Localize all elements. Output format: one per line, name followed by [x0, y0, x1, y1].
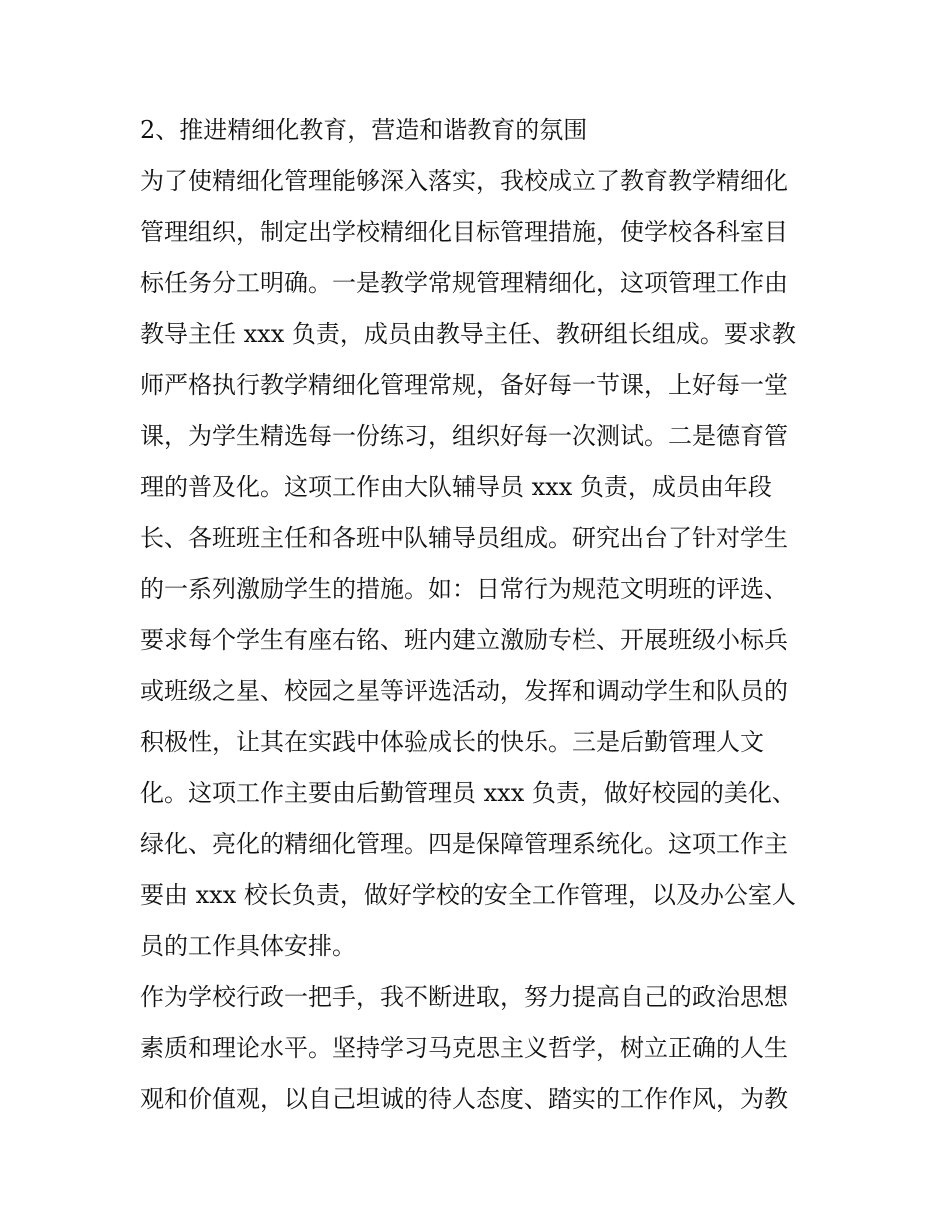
- section-heading: 2、推进精细化教育，营造和谐教育的氛围: [140, 116, 588, 144]
- paragraph-line: 员的工作具体安排。: [140, 932, 356, 960]
- paragraph-line: 素质和理论水平。坚持学习马克思主义哲学，树立正确的人生: [140, 1034, 788, 1062]
- paragraph-line: 绿化、亮化的精细化管理。四是保障管理系统化。这项工作主: [140, 830, 788, 858]
- paragraph-line: 长、各班班主任和各班中队辅导员组成。研究出台了针对学生: [140, 524, 788, 552]
- paragraph-line: 的一系列激励学生的措施。如：日常行为规范文明班的评选、: [140, 575, 788, 603]
- paragraph-line: 要求每个学生有座右铭、班内建立激励专栏、开展班级小标兵: [140, 626, 788, 654]
- paragraph-line: 观和价值观，以自己坦诚的待人态度、踏实的工作作风，为教: [140, 1085, 788, 1113]
- paragraph-line: 化。这项工作主要由后勤管理员 xxx 负责，做好校园的美化、: [140, 779, 796, 807]
- paragraph-line: 积极性，让其在实践中体验成长的快乐。三是后勤管理人文: [140, 728, 764, 756]
- paragraph-line: 理的普及化。这项工作由大队辅导员 xxx 负责，成员由年段: [140, 473, 772, 501]
- paragraph-line: 标任务分工明确。一是教学常规管理精细化，这项管理工作由: [140, 269, 788, 297]
- paragraph-line: 要由 xxx 校长负责，做好学校的安全工作管理，以及办公室人: [140, 881, 796, 909]
- paragraph-line: 课，为学生精选每一份练习，组织好每一次测试。二是德育管: [140, 422, 788, 450]
- paragraph-line: 管理组织，制定出学校精细化目标管理措施，使学校各科室目: [140, 218, 788, 246]
- paragraph-line: 教导主任 xxx 负责，成员由教导主任、教研组长组成。要求教: [140, 320, 796, 348]
- paragraph-line: 作为学校行政一把手，我不断进取，努力提高自己的政治思想: [140, 983, 788, 1011]
- paragraph-line: 或班级之星、校园之星等评选活动，发挥和调动学生和队员的: [140, 677, 788, 705]
- paragraph-line: 师严格执行教学精细化管理常规，备好每一节课，上好每一堂: [140, 371, 788, 399]
- paragraph-line: 为了使精细化管理能够深入落实，我校成立了教育教学精细化: [140, 167, 788, 195]
